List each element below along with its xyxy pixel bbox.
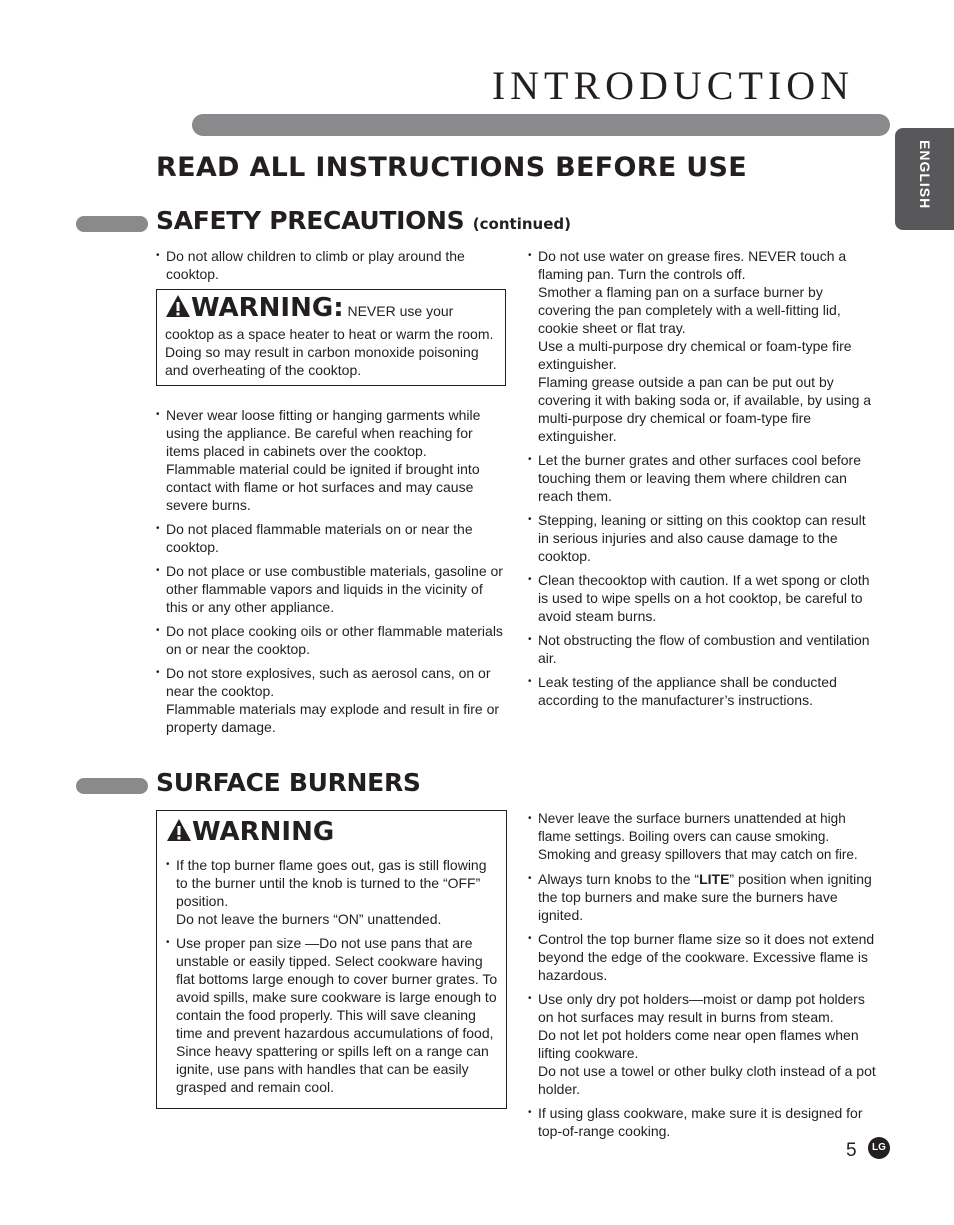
list-item [156, 520, 506, 556]
list-item [528, 673, 874, 709]
list-item-text: • Use proper pan size —Do not use pans that are unstable or easily tipped. Select cookware having flat bottoms large enough to cover burner grates. To avoid spills, make sure cookware is large enough to contain the food properly. This will save cleaning time and prevent hazardous accumulations of food, Since heavy spattering or spills left on a range can ignite, use pans with handles that can be easily grasped and remain cool. [176, 935, 498, 1095]
list-item-text: Do not leave the burners “ON” unattended. [176, 911, 442, 927]
warning-box [156, 289, 506, 386]
warning-triangle-icon [165, 294, 191, 318]
list-item: • Never leave the surface burners unattended at high flame settings. Boiling overs can cause smoking. Smoking and greasy spillovers that may catch on fire. [528, 810, 878, 864]
safety-title: SAFETY PRECAUTIONS [156, 206, 465, 235]
list-item-text: • Clean thecooktop with caution. If a wet spong or cloth is used to wipe spells on a hot cooktop, be careful to avoid steam burns. [538, 572, 870, 624]
list-item [528, 511, 874, 565]
list-item-text: Do not let pot holders come near open flames when lifting cookware. [538, 1027, 859, 1061]
list-item-text: • Not obstructing the flow of combustion and ventilation air. [538, 632, 870, 666]
list-item [528, 451, 874, 505]
section-pill [76, 778, 148, 794]
safety-left-list [156, 406, 506, 736]
list-item [156, 406, 506, 514]
list-item [528, 990, 878, 1098]
list-item [166, 934, 498, 1096]
warning-lead: NEVER use your [347, 303, 454, 319]
safety-left-column [156, 247, 506, 742]
list-item-text: • Let the burner grates and other surfaces cool before touching them or leaving them where children can reach them. [538, 452, 861, 504]
list-item-text: • Do not store explosives, such as aerosol cans, on or near the cooktop. [166, 665, 491, 699]
list-item-text: • Do not placed flammable materials on or near the cooktop. [166, 521, 473, 555]
header-bar [192, 114, 890, 136]
list-item-text: • Do not use water on grease fires. NEVER touch a flaming pan. Turn the controls off. [538, 248, 847, 282]
list-item-text: • Control the top burner flame size so it does not extend beyond the edge of the cookware. Excessive flame is hazardous. [538, 931, 875, 983]
list-item-text: Flammable material could be ignited if brought into contact with flame or hot surfaces and may cause severe burns. [166, 461, 480, 513]
list-item [528, 1104, 878, 1140]
safety-section-title [156, 206, 571, 235]
page-number: 5 [846, 1140, 857, 1161]
list-item-text: • Never wear loose fitting or hanging garments while using the appliance. Be careful when reaching for items placed in cabinets over the cooktop. [166, 407, 481, 459]
list-item [156, 664, 506, 736]
list-item-text: Smother a flaming pan on a surface burner by covering the pan completely with a well-fitting lid, cookie sheet or flat tray. [538, 284, 841, 336]
list-item [166, 856, 498, 928]
language-tab [895, 128, 954, 230]
language-tab-label: ENGLISH [917, 140, 933, 210]
list-item [528, 631, 874, 667]
burners-right-list [528, 930, 878, 1140]
list-item [528, 571, 874, 625]
list-item-text: Do not use a towel or other bulky cloth instead of a pot holder. [538, 1063, 876, 1097]
list-item-text: • Do not place cooking oils or other flammable materials on or near the cooktop. [166, 623, 503, 657]
burners-section-title: SURFACE BURNERS [156, 768, 421, 797]
warning-text: cooktop as a space heater to heat or warm the room. Doing so may result in carbon monoxide poisoning and overheating of the cooktop. [165, 326, 494, 378]
warning-label: WARNING [192, 817, 335, 847]
safety-subtitle: (continued) [472, 215, 571, 233]
list-item-text: Flaming grease outside a pan can be put out by covering it with baking soda or, if available, by using a multi-purpose dry chemical or foam-type fire extinguisher. [538, 374, 872, 444]
list-item-text: • Leak testing of the appliance shall be conducted according to the manufacturer’s instructions. [538, 674, 837, 708]
list-item-text: • Use only dry pot holders—moist or damp pot holders on hot surfaces may result in burns from steam. [538, 991, 865, 1025]
list-item-text: • Do not place or use combustible materials, gasoline or other flammable vapors and liquids in the vicinity of this or any other appliance. [166, 563, 503, 615]
page-header-title: INTRODUCTION [491, 63, 854, 108]
list-item [528, 930, 878, 984]
list-item-text: Flammable materials may explode and result in fire or property damage. [166, 701, 500, 735]
list-item-text: • If the top burner flame goes out, gas is still flowing to the burner until the knob is turned to the “OFF” position. [176, 857, 487, 909]
list-item-text: • Stepping, leaning or sitting on this cooktop can result in serious injuries and also cause damage to the cooktop. [538, 512, 866, 564]
list-item: • Always turn knobs to the “LITE” position when igniting the top burners and make sure the burners have ignited. [528, 870, 878, 924]
warning-label: WARNING: [191, 293, 344, 323]
burners-warning-box [156, 810, 507, 1109]
warning-triangle-icon [166, 818, 192, 842]
list-item [156, 562, 506, 616]
list-item-text: Use a multi-purpose dry chemical or foam-type fire extinguisher. [538, 338, 852, 372]
list-item [156, 622, 506, 658]
burners-box-list [166, 856, 498, 1096]
list-item-text: • If using glass cookware, make sure it is designed for top-of-range cooking. [538, 1105, 863, 1139]
section-pill [76, 216, 148, 232]
lg-logo-icon: LG [868, 1137, 890, 1159]
main-heading: READ ALL INSTRUCTIONS BEFORE USE [156, 152, 748, 183]
list-item [528, 247, 874, 445]
safety-right-column [528, 247, 874, 715]
safety-right-list [528, 247, 874, 709]
list-item: • Do not allow children to climb or play around the cooktop. [156, 247, 506, 283]
burners-right-column [528, 810, 878, 1146]
